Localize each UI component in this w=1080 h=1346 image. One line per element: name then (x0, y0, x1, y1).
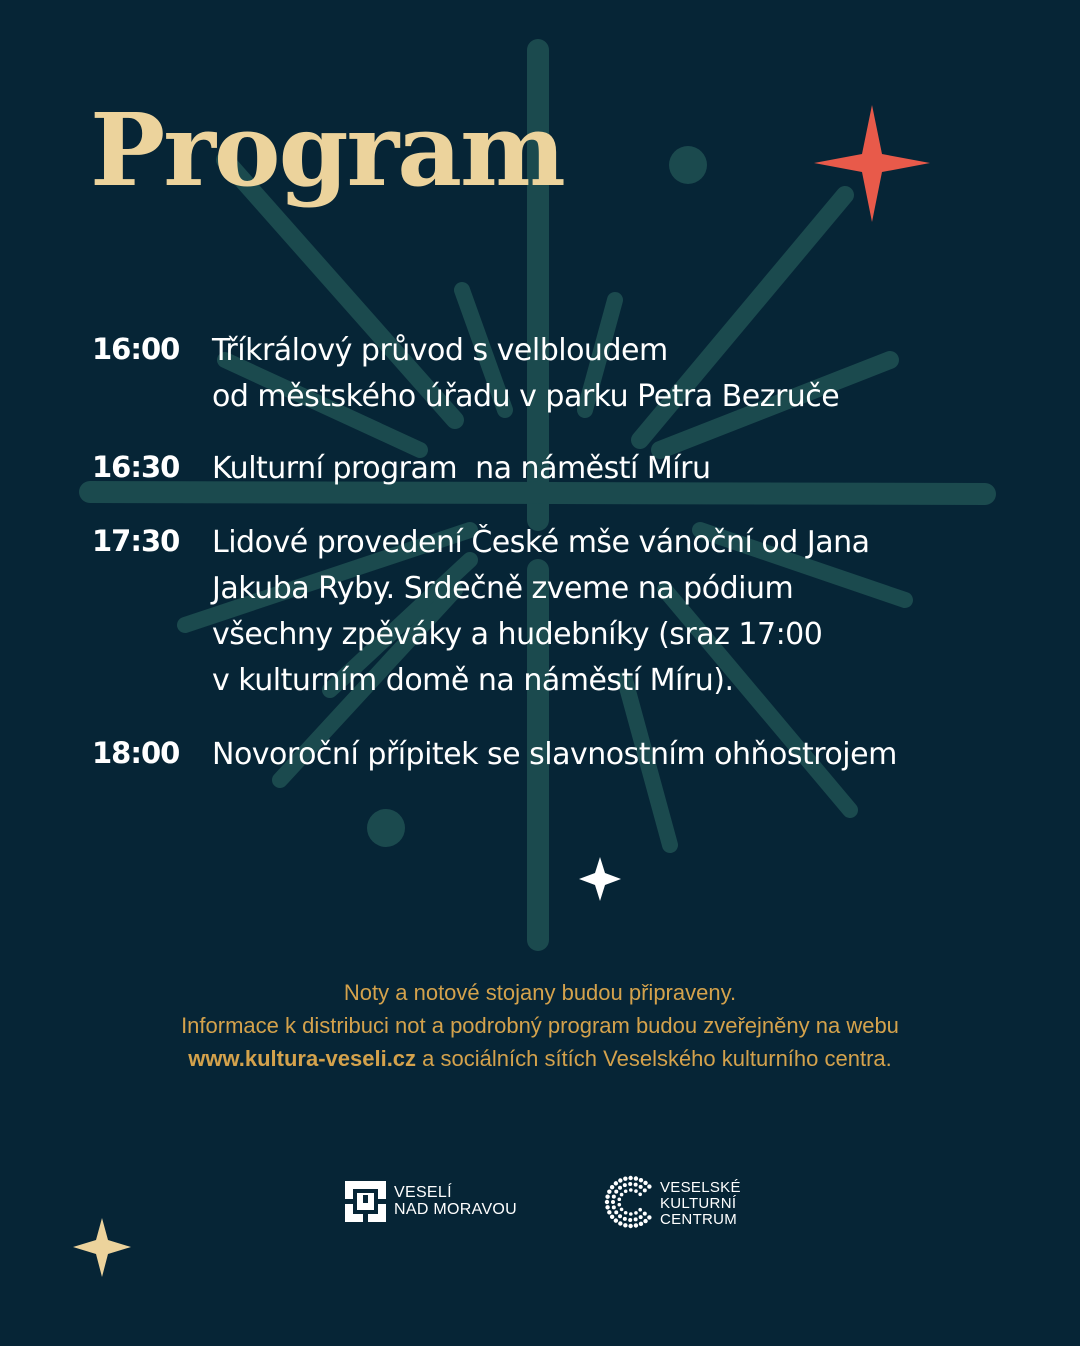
logo-dot (618, 1178, 622, 1182)
logo-dot (620, 1208, 624, 1212)
logo-line: CENTRUM (660, 1211, 738, 1228)
logo-dot (612, 1205, 616, 1209)
logo-dot (610, 1215, 614, 1219)
white-sparkle-icon (579, 857, 621, 901)
website-link[interactable]: www.kultura-veseli.cz (188, 1046, 417, 1071)
logo-dot (643, 1219, 647, 1223)
program-item (92, 328, 1052, 420)
logo-dot (643, 1212, 647, 1216)
logo-line: VESELSKÉ (660, 1179, 741, 1196)
logo-dot (628, 1218, 632, 1222)
logo-dot (620, 1193, 624, 1197)
logo-dot (614, 1218, 618, 1222)
logo-dot (611, 1200, 615, 1204)
logo-dot (623, 1223, 627, 1227)
program-description (212, 446, 1052, 492)
logo-dot (634, 1223, 638, 1227)
program-description (212, 328, 1052, 420)
description-line: všechny zpěváky a hudebníky (sraz 17:00 (212, 617, 823, 652)
logo-dot (628, 1182, 632, 1186)
logo-dot (628, 1176, 632, 1180)
logo-dot (617, 1203, 621, 1207)
logo-dot (624, 1189, 628, 1193)
gold-sparkle-icon (73, 1218, 131, 1277)
logo-dot (634, 1176, 638, 1180)
logo-dot (612, 1195, 616, 1199)
logo-dot (607, 1189, 611, 1193)
description-line: Tříkrálový průvod s velbloudem (212, 333, 668, 368)
logo-dot (605, 1205, 609, 1209)
logo-dot (610, 1185, 614, 1189)
program-time: 17:30 (92, 524, 180, 558)
description-line: Kulturní program na náměstí Míru (212, 451, 711, 486)
logo-dot (605, 1195, 609, 1199)
footer-line: Noty a notové stojany budou připraveny. (343, 980, 737, 1005)
logo-dot (624, 1211, 628, 1215)
logo-dot (623, 1183, 627, 1187)
description-line: Jakuba Ryby. Srdečně zveme na pódium (212, 571, 794, 606)
logo-dot (634, 1211, 638, 1215)
logo-dot (634, 1183, 638, 1187)
veseli-logo-text (394, 1184, 517, 1218)
footer-line (0, 1042, 1080, 1075)
page-title: Program (90, 91, 564, 209)
logo-dot (614, 1210, 618, 1214)
logo-dot (639, 1215, 643, 1219)
logo-dot (617, 1198, 621, 1202)
logo-dot (623, 1217, 627, 1221)
logo-dot (647, 1184, 651, 1188)
veseli-logo-icon (345, 1181, 386, 1222)
vkc-logo-icon (604, 1175, 658, 1229)
program-item (92, 732, 1052, 778)
logo-dot (639, 1222, 643, 1226)
program-item (92, 520, 1052, 704)
logo-dot (605, 1200, 609, 1204)
logo-line: KULTURNÍ (660, 1195, 737, 1212)
logo-dot (638, 1192, 642, 1196)
firework-dot (669, 146, 707, 184)
description-line: v kulturním domě na náměstí Míru). (212, 663, 734, 698)
logo-dot (614, 1190, 618, 1194)
program-description (212, 520, 1052, 704)
program-time: 16:00 (92, 332, 180, 366)
program-schedule (92, 328, 1052, 778)
logo-dot (647, 1215, 651, 1219)
description-line: Novoroční přípitek se slavnostním ohňostrojem (212, 737, 897, 772)
logo-dot (628, 1224, 632, 1228)
logo-dot (639, 1185, 643, 1189)
logo-dot (607, 1210, 611, 1214)
footer-info (0, 976, 1080, 1075)
logo-dot (618, 1221, 622, 1225)
logo-dot (643, 1188, 647, 1192)
logo-dot (618, 1186, 622, 1190)
logo-dot (634, 1189, 638, 1193)
program-time: 18:00 (92, 736, 180, 770)
program-description (212, 732, 1052, 778)
footer-line: Informace k distribuci not a podrobný program budou zveřejněny na webu (181, 1013, 899, 1038)
logo-dot (643, 1181, 647, 1185)
logo-line: NAD MORAVOU (394, 1201, 518, 1218)
logo-dot (629, 1188, 633, 1192)
logo-dot (614, 1181, 618, 1185)
logo-dot (623, 1176, 627, 1180)
logo-line: VESELÍ (394, 1184, 452, 1201)
vkc-logo-text (660, 1180, 741, 1228)
description-line: od městského úřadu v parku Petra Bezruče (212, 379, 840, 414)
logo-dot (639, 1178, 643, 1182)
logo-dot (629, 1212, 633, 1216)
footer-line-rest: a sociálních sítích Veselského kulturního centra. (416, 1046, 892, 1071)
description-line: Lidové provedení České mše vánoční od Jana (212, 525, 870, 560)
program-time: 16:30 (92, 450, 180, 484)
program-item (92, 446, 1052, 492)
logo-dot (618, 1214, 622, 1218)
firework-dot (367, 809, 405, 847)
logo-dot (634, 1217, 638, 1221)
logo-dot (638, 1208, 642, 1212)
